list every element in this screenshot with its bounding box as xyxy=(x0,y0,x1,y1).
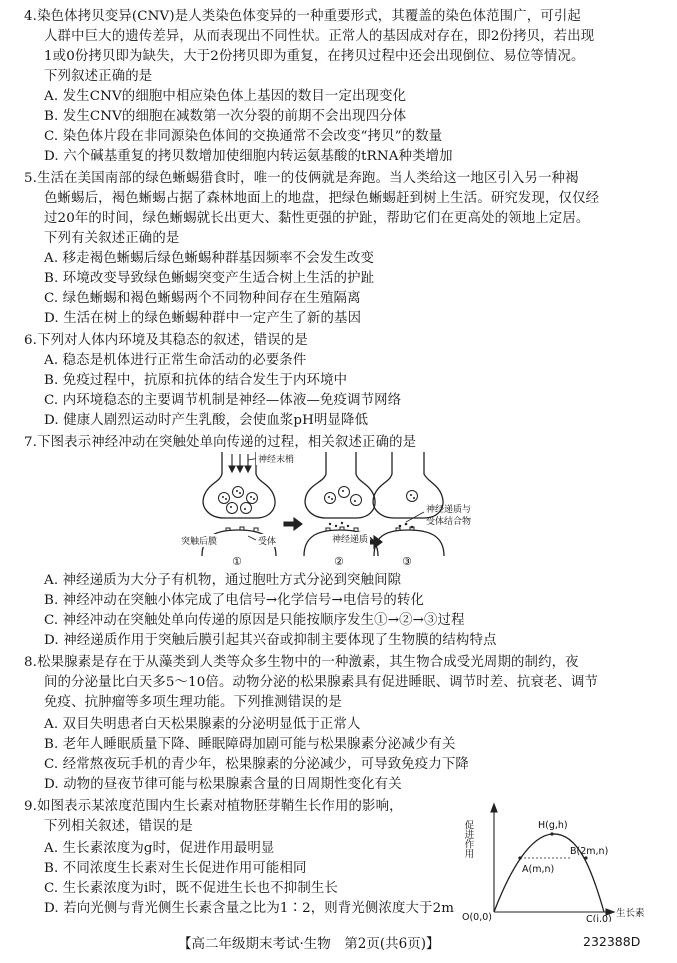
q4-stem-line: 4.染色体拷贝变异(CNV)是人类染色体变异的一种重要形式，其覆盖的染色体范围广，可引起 xyxy=(24,9,581,24)
q9-option-b: B. 不同浓度生长素对生长促进作用可能相同 xyxy=(44,861,307,876)
label-receptor: 受体 xyxy=(258,537,277,547)
q6-option-d: D. 健康人剧烈运动时产生乳酸，会使血浆pH明显降低 xyxy=(44,413,369,428)
label-a: A(m,n) xyxy=(522,864,555,875)
label-transmitter-complex-line1: 神经递质与 xyxy=(426,505,472,515)
label-postsynaptic-membrane: 突触后膜 xyxy=(181,537,218,547)
q5-stem-line: 下列有关叙述正确的是 xyxy=(44,231,180,246)
q4-stem-line: 1或0份拷贝即为缺失，大于2份拷贝即为重复，在拷贝过程中还会出现倒位、易位等情况。 xyxy=(44,49,585,64)
q4-option-a: A. 发生CNV的细胞中相应染色体上基因的数目一定出现变化 xyxy=(44,89,407,104)
axon-terminal-2 xyxy=(305,452,375,518)
q5-option-c: C. 绿色蜥蜴和褐色蜥蜴两个不同物种间存在生殖隔离 xyxy=(44,291,361,306)
q4-option-c: C. 染色体片段在非同源染色体间的交换通常不会改变“拷贝”的数量 xyxy=(44,129,443,144)
q4-stem-line: 人群中巨大的遗传差异，从而表现出不同性状。正常人的基因成对存在，即2份拷贝，若出现 xyxy=(44,29,595,44)
q4-option-d: D. 六个碱基重复的拷贝数增加使细胞内转运氨基酸的tRNA种类增加 xyxy=(44,149,453,164)
q8-stem-line: 间的分泌量比白天多5～10倍。动物分泌的松果腺素具有促进睡眠、调节时差、抗衰老、调节 xyxy=(44,675,599,690)
point-h xyxy=(550,832,553,835)
label-transmitter-complex-line2: 受体结合物 xyxy=(426,517,472,527)
q7-stem-line: 7.下图表示神经冲动在突触处单向传递的过程，相关叙述正确的是 xyxy=(24,435,417,450)
q5-option-b: B. 环境改变导致绿色蜥蜴突变产生适合树上生活的护趾 xyxy=(44,271,375,286)
postsynaptic-membrane-3 xyxy=(374,530,444,556)
q4-stem-line: 下列叙述正确的是 xyxy=(44,69,153,84)
q6-option-a: A. 稳态是机体进行正常生命活动的必要条件 xyxy=(44,353,307,368)
q5-option-a: A. 移走褐色蜥蜴后绿色蜥蜴种群基因频率不会发生改变 xyxy=(44,251,375,266)
q8-stem-line: 免疫、抗肿瘤等多项生理功能。下列推测错误的是 xyxy=(44,695,342,710)
q5-stem-line: 过20年的时间，绿色蜥蜴就长出更大、黏性更强的护趾，帮助它们在更高处的领地上定居。 xyxy=(44,211,590,226)
q9-stem-line: 下列相关叙述，错误的是 xyxy=(44,819,193,834)
y-axis-label: 促进作用 xyxy=(462,820,474,858)
exam-code: 232388D xyxy=(583,934,641,949)
label-nerve-terminal: 神经末梢 xyxy=(258,455,295,465)
q6-option-b: B. 免疫过程中，抗原和抗体的结合发生于内环境中 xyxy=(44,373,348,388)
q9-stem-line: 9.如图表示某浓度范围内生长素对植物胚芽鞘生长作用的影响， xyxy=(24,799,403,814)
q8-option-d: D. 动物的昼夜节律可能与松果腺素含量的日周期性变化有关 xyxy=(44,777,402,792)
auxin-graph-svg xyxy=(460,800,660,922)
x-axis-label: 生长素 xyxy=(616,908,645,919)
q9-option-a: A. 生长素浓度为g时，促进作用最明显 xyxy=(44,841,275,856)
step-label-1: ① xyxy=(232,555,242,568)
q5-option-d: D. 生活在树上的绿色蜥蜴种群中一定产生了新的基因 xyxy=(44,311,362,326)
page-footer: 【高二年级期末考试·生物 第2页(共6页)】 xyxy=(178,936,440,952)
q7-option-b: B. 神经冲动在突触小体完成了电信号→化学信号→电信号的转化 xyxy=(44,593,425,608)
q8-option-b: B. 老年人睡眠质量下降、睡眠障碍加剧可能与松果腺素分泌减少有关 xyxy=(44,737,456,752)
q6-stem-line: 6.下列对人体内环境及其稳态的叙述，错误的是 xyxy=(24,333,308,348)
q5-stem-line: 5.生活在美国南部的绿色蜥蜴猎食时，唯一的伎俩就是奔跑。当人类给这一地区引入另一种褐 xyxy=(24,171,579,186)
q7-option-d: D. 神经递质作用于突触后膜引起其兴奋或抑制主要体现了生物膜的结构特点 xyxy=(44,633,497,648)
synapse-diagram-svg xyxy=(180,452,500,570)
q8-stem-line: 8.松果腺素是存在于从藻类到人类等众多生物中的一种激素，其生物合成受光周期的制约，夜 xyxy=(24,655,579,670)
q8-option-c: C. 经常熬夜玩手机的青少年，松果腺素的分泌减少，可导致免疫力下降 xyxy=(44,757,469,772)
label-c: C(i,0) xyxy=(586,914,612,922)
q7-option-c: C. 神经冲动在突触处单向传递的原因是只能按顺序发生①→②→③过程 xyxy=(44,613,465,628)
q9-option-c: C. 生长素浓度为i时，既不促进生长也不抑制生长 xyxy=(44,881,338,896)
q9-option-d: D. 若向光侧与背光侧生长素含量之比为1∶2，则背光侧浓度大于2m xyxy=(44,901,455,916)
label-neurotransmitter: 神经递质 xyxy=(332,535,369,545)
step-label-2: ② xyxy=(334,555,344,568)
q6-option-c: C. 内环境稳态的主要调节机制是神经—体液—免疫调节网络 xyxy=(44,393,402,408)
q7-option-a: A. 神经递质为大分子有机物，通过胞吐方式分泌到突触间隙 xyxy=(44,573,402,588)
q8-option-a: A. 双目失明患者白天松果腺素的分泌明显低于正常人 xyxy=(44,717,361,732)
auxin-graph xyxy=(460,800,660,922)
q5-stem-line: 色蜥蜴后，褐色蜥蜴占据了森林地面上的地盘，把绿色蜥蜴赶到树上生活。研究发现，仅仅经 xyxy=(44,191,600,206)
label-b: B(2m,n) xyxy=(570,846,609,857)
step-label-3: ③ xyxy=(402,555,412,568)
y-axis-arrow xyxy=(491,804,497,812)
q4-option-b: B. 发生CNV的细胞在减数第一次分裂的前期不会出现四分体 xyxy=(44,109,407,124)
label-h: H(g,h) xyxy=(538,820,568,831)
label-origin: O(0,0) xyxy=(462,912,492,922)
synapse-diagram xyxy=(180,452,500,570)
point-a xyxy=(518,856,521,859)
